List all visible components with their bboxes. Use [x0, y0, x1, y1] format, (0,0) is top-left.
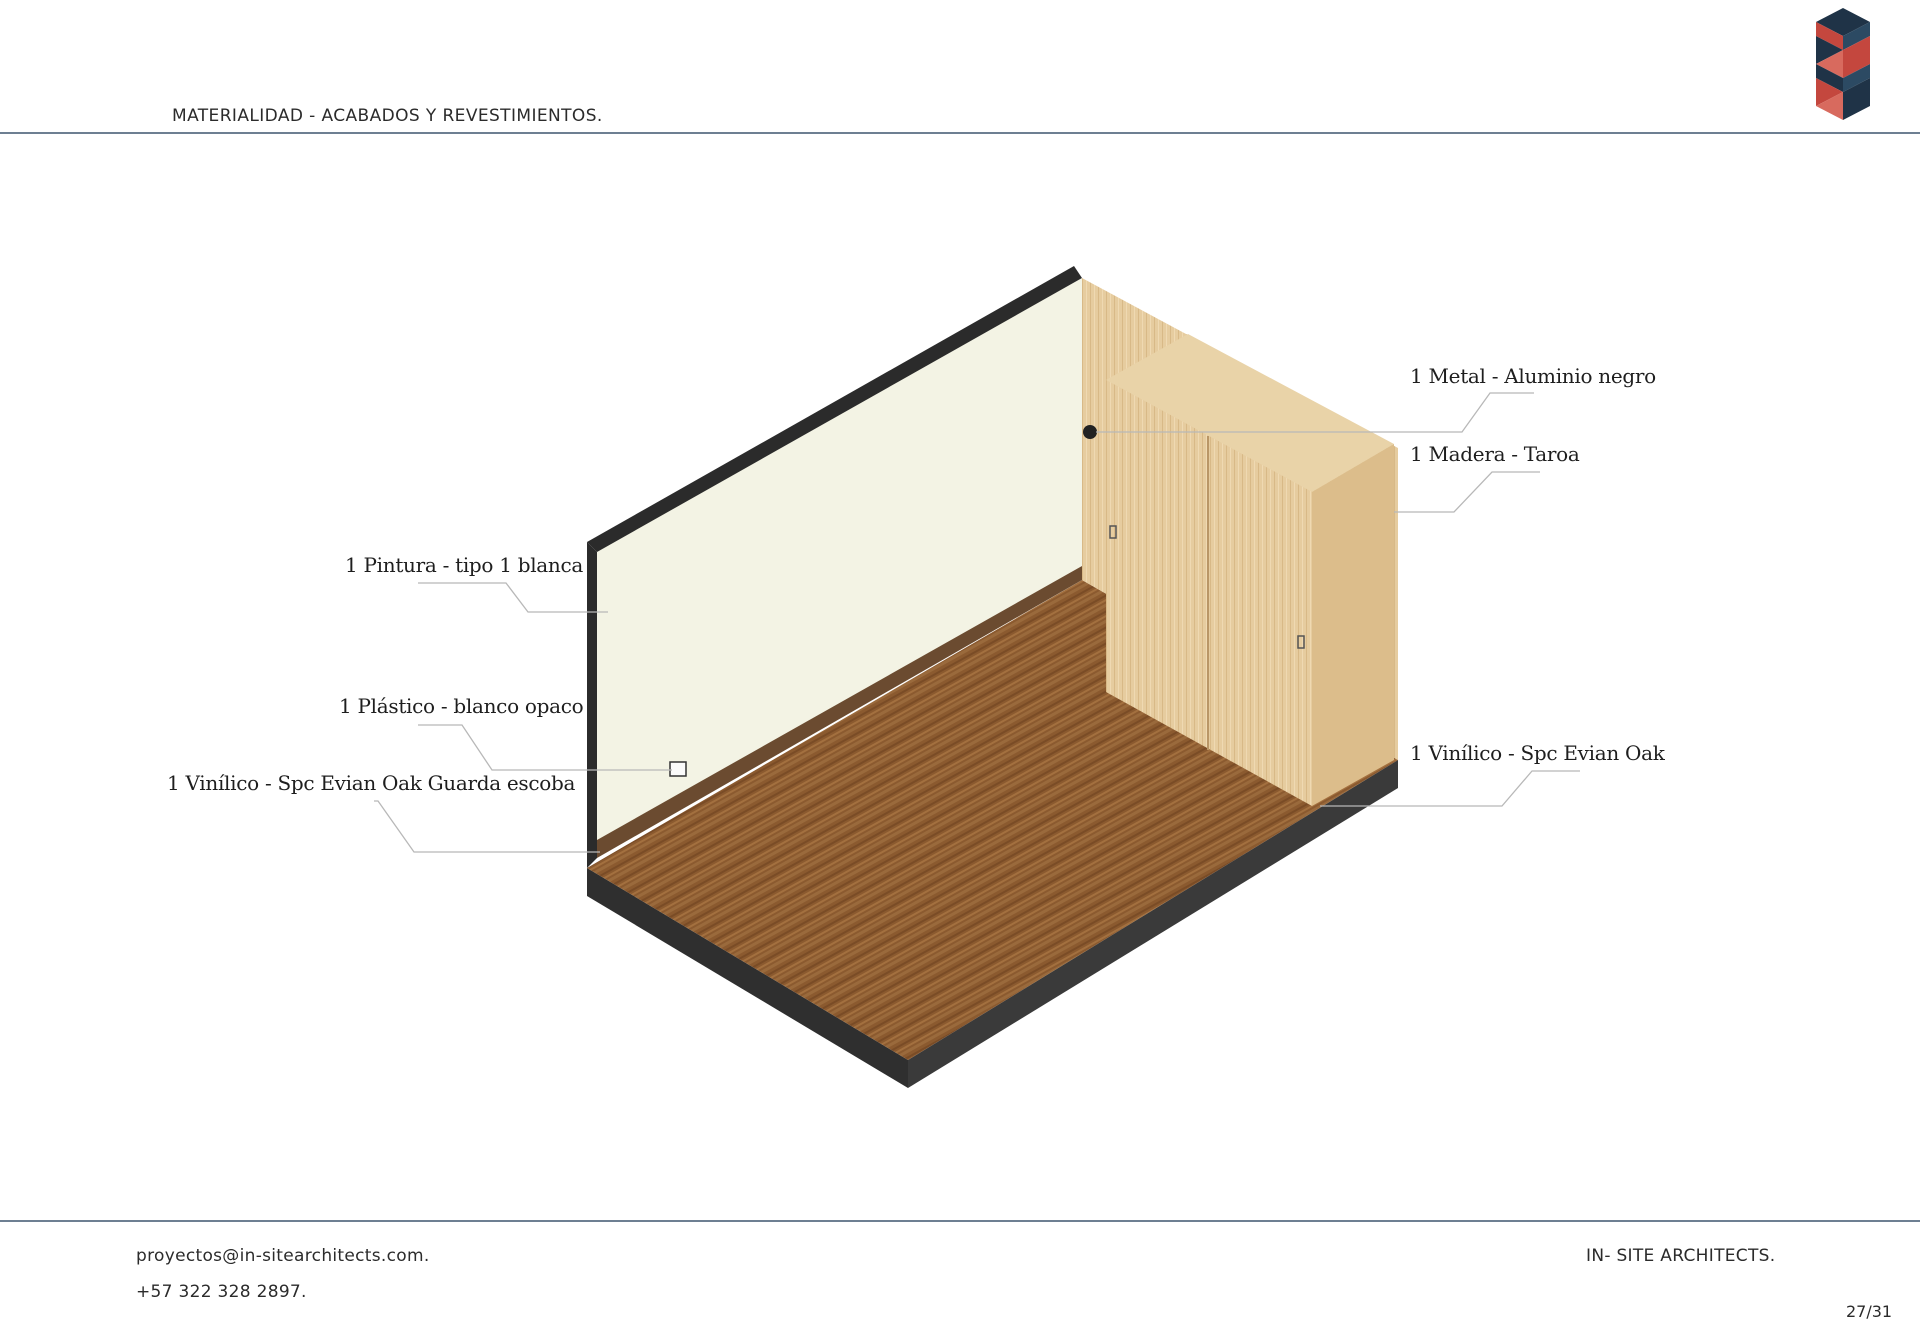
- annotation-plastico: 1 Plástico - blanco opaco: [339, 694, 584, 718]
- page-title: MATERIALIDAD - ACABADOS Y REVESTIMIENTOS.: [172, 106, 603, 126]
- footer-phone: +57 322 328 2897.: [136, 1282, 307, 1302]
- wardrobe-side: [1312, 444, 1394, 806]
- leader-vinilico-guarda: [374, 801, 600, 852]
- metal-knob: [1083, 425, 1097, 439]
- leader-madera: [1394, 472, 1540, 512]
- annotation-madera: 1 Madera - Taroa: [1410, 442, 1580, 466]
- footer-brand: IN- SITE ARCHITECTS.: [1586, 1246, 1776, 1266]
- wall-front-edge: [587, 542, 597, 868]
- footer-email: proyectos@in-sitearchitects.com.: [136, 1246, 430, 1266]
- page-number: 27/31: [1846, 1302, 1893, 1321]
- footer-divider: [0, 1220, 1920, 1222]
- annotation-pintura: 1 Pintura - tipo 1 blanca: [345, 553, 584, 577]
- annotation-vinilico: 1 Vinílico - Spc Evian Oak: [1410, 741, 1665, 765]
- leader-pintura: [418, 583, 608, 612]
- annotation-vinilico-guarda: 1 Vinílico - Spc Evian Oak Guarda escoba: [167, 771, 576, 795]
- plastic-socket: [670, 762, 686, 776]
- annotation-metal: 1 Metal - Aluminio negro: [1410, 364, 1656, 388]
